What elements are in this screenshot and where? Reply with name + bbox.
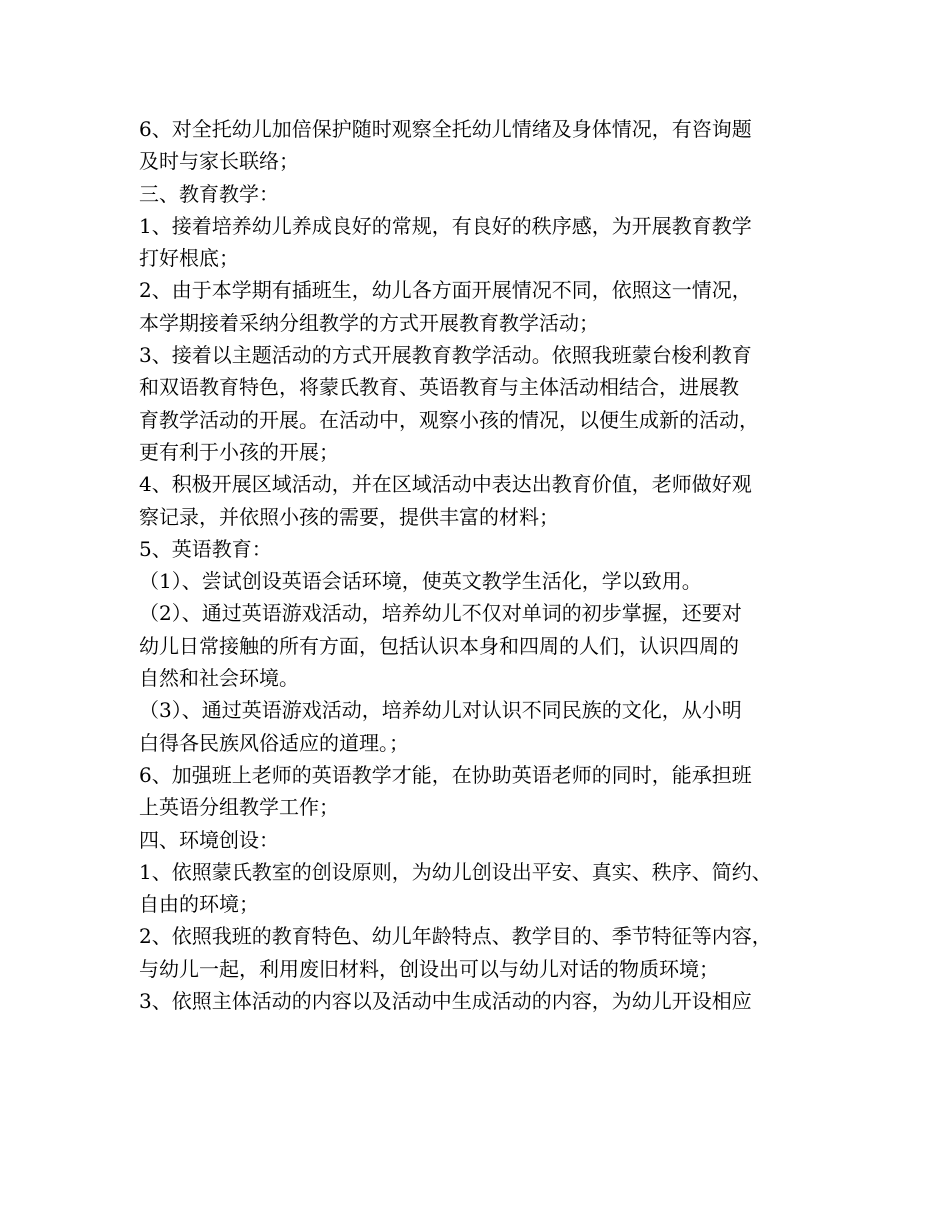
- text-line: （2）、通过英语游戏活动，培养幼儿不仅对单词的初步掌握，还要对: [139, 601, 742, 626]
- text-line: 上英语分组教学工作；: [139, 795, 339, 820]
- text-line: 3、依照主体活动的内容以及活动中生成活动的内容，为幼儿开设相应: [139, 989, 752, 1014]
- text-line: 1、接着培养幼儿养成良好的常规，有良好的秩序感，为开展教育教学: [139, 213, 752, 238]
- section-heading: 三、教育教学：: [139, 181, 279, 206]
- text-line: 6、对全托幼儿加倍保护随时观察全托幼儿情绪及身体情况，有咨询题: [139, 117, 752, 141]
- text-line: 及时与家长联络；: [139, 149, 299, 174]
- text-line: 育教学活动的开展。在活动中，观察小孩的情况，以便生成新的活动，: [139, 407, 759, 432]
- text-line: 幼儿日常接触的所有方面，包括认识本身和四周的人们，认识四周的: [139, 633, 739, 658]
- document-body: [139, 113, 839, 1017]
- text-line: 白得各民族风俗适应的道理。；: [139, 730, 409, 755]
- text-line: （3）、通过英语游戏活动，培养幼儿对认识不同民族的文化，从小明: [139, 698, 742, 723]
- text-line: 更有利于小孩的开展；: [139, 439, 339, 464]
- text-line: （1）、尝试创设英语会话环境，使英文教学生活化，学以致用。: [139, 569, 702, 594]
- text-line: 本学期接着采纳分组教学的方式开展教育教学活动；: [139, 310, 599, 335]
- section-heading: 四、环境创设：: [139, 827, 279, 852]
- text-line: 和双语教育特色，将蒙氏教育、英语教育与主体活动相结合，进展教: [139, 375, 739, 400]
- text-line: 打好根底；: [139, 246, 239, 271]
- text-line: 察记录，并依照小孩的需要，提供丰富的材料；: [139, 504, 559, 529]
- text-line: 4、积极开展区域活动，并在区域活动中表达出教育价值，老师做好观: [139, 472, 752, 497]
- text-line: 3、接着以主题活动的方式开展教育教学活动。依照我班蒙台梭利教育: [139, 343, 752, 368]
- text-line: 6、加强班上老师的英语教学才能，在协助英语老师的同时，能承担班: [139, 762, 752, 787]
- text-line: 2、依照我班的教育特色、幼儿年龄特点、教学目的、季节特征等内容，: [139, 924, 772, 949]
- text-line: 自由的环境；: [139, 892, 259, 917]
- text-line: 5、英语教育：: [139, 536, 272, 561]
- text-line: 2、由于本学期有插班生，幼儿各方面开展情况不同，依照这一情况，: [139, 278, 752, 303]
- text-line: 自然和社会环境。: [139, 666, 299, 691]
- text-line: 1、依照蒙氏教室的创设原则，为幼儿创设出平安、真实、秩序、简约、: [139, 859, 772, 884]
- text-line: 与幼儿一起，利用废旧材料，创设出可以与幼儿对话的物质环境；: [139, 956, 719, 981]
